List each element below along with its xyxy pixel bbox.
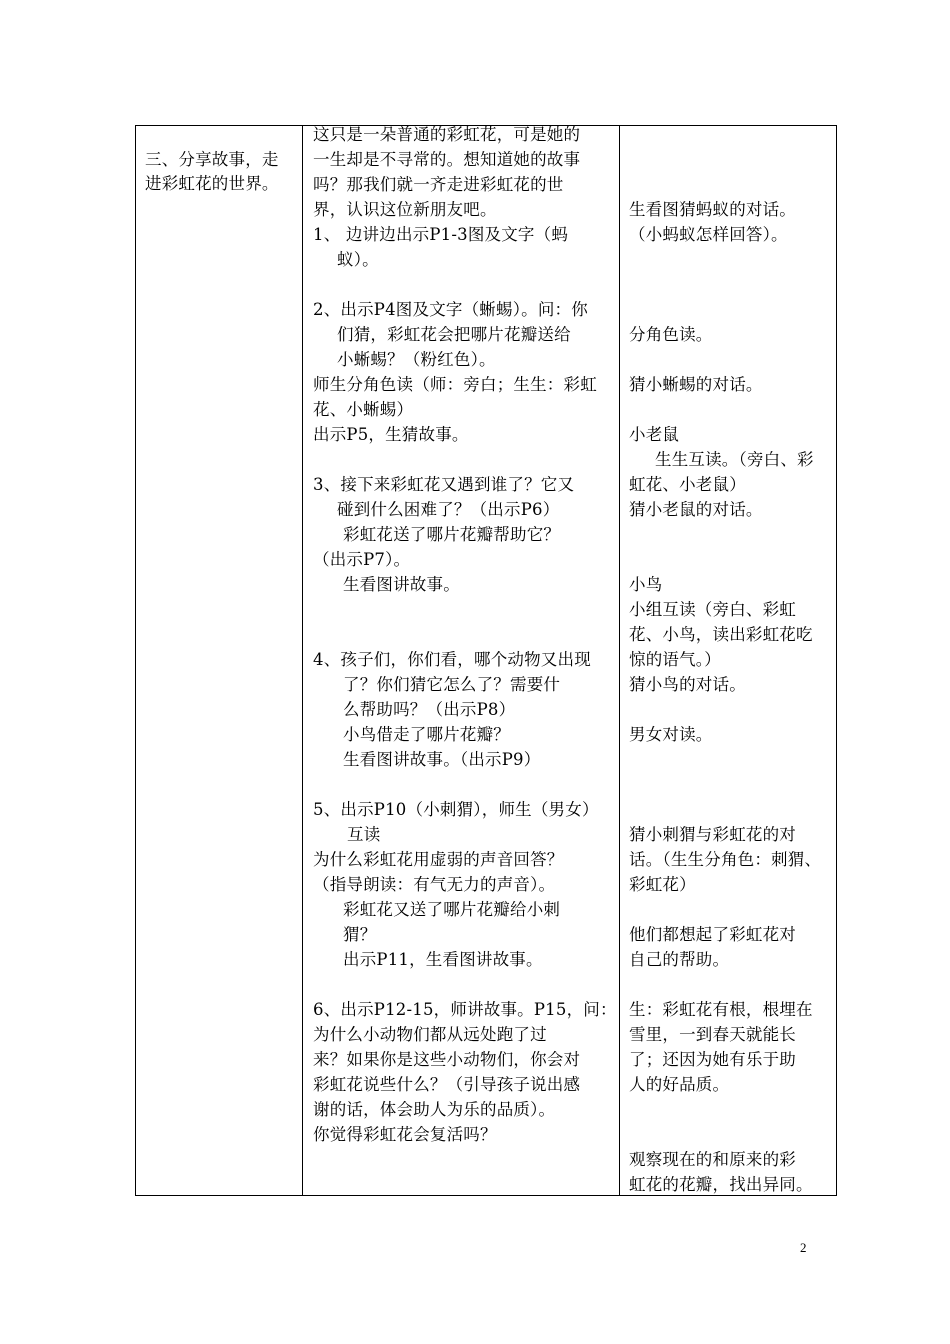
text-line: 蚁）。 [337,250,379,269]
text-line: 彩虹花） [629,875,696,894]
text-line: 3、接下来彩虹花又遇到谁了？它又 [313,475,575,494]
text-line: 自己的帮助。 [629,950,730,969]
text-line: 彩虹花又送了哪片花瓣给小刺 [343,900,561,919]
text-line: 5、出示P10（小刺猬），师生（男女） [313,800,599,819]
text-line: 为什么彩虹花用虚弱的声音回答？ [313,850,564,869]
text-line: 一生却是不寻常的。想知道她的故事 [313,150,581,169]
text-line: 观察现在的和原来的彩 [629,1150,796,1169]
text-line: 碰到什么困难了？（出示P6） [337,500,560,519]
student-activity-cell [620,126,837,1196]
text-line: （小蚂蚁怎样回答）。 [629,225,788,244]
text-line: 你觉得彩虹花会复活吗？ [313,1125,497,1144]
text-line: 猜小刺猬与彩虹花的对 [629,825,796,844]
text-line: 猜小老鼠的对话。 [629,500,763,519]
text-line: 互读 [347,825,381,844]
lesson-plan-table [135,125,837,1196]
text-line: （指导朗读：有气无力的声音）。 [313,875,556,894]
text-line: 这只是一朵普通的彩虹花，可是她的 [313,125,581,144]
text-line: 猬？ [343,925,377,944]
text-line: 分角色读。 [629,325,713,344]
text-line: 男女对读。 [629,725,713,744]
table-row [136,126,837,1196]
text-line: 小鸟借走了哪片花瓣？ [343,725,510,744]
text-line: 花、小蜥蜴） [313,400,414,419]
text-line: 2、出示P4图及文字（蜥蜴）。问：你 [313,300,588,319]
text-line: 小蜥蜴？（粉红色）。 [337,350,496,369]
page-number: 2 [800,1240,807,1255]
text-line: 谢的话，体会助人为乐的品质）。 [313,1100,556,1119]
text-line: 生看图讲故事。（出示P9） [343,750,541,769]
text-line: 么帮助吗？（出示P8） [343,700,516,719]
text-line: 虹花、小老鼠） [629,475,746,494]
text-line: 雪里，一到春天就能长 [629,1025,796,1044]
text-line: 出示P5，生猜故事。 [313,425,469,444]
text-line: 生看图猜蚂蚁的对话。 [629,200,796,219]
text-line: 们猜，彩虹花会把哪片花瓣送给 [337,325,571,344]
text-line: 彩虹花送了哪片花瓣帮助它？ [343,525,561,544]
text-line: 为什么小动物们都从远处跑了过 [313,1025,547,1044]
text-line: 猜小蜥蜴的对话。 [629,375,763,394]
text-line: 4、孩子们，你们看，哪个动物又出现 [313,650,591,669]
stage-cell [136,126,303,1196]
text-line: 人的好品质。 [629,1075,730,1094]
text-line: 6、出示P12-15，师讲故事。P15，问： [313,1000,617,1019]
text-line: 彩虹花说些什么？（引导孩子说出感 [313,1075,581,1094]
text-line: 吗？那我们就一齐走进彩虹花的世 [313,175,564,194]
text-line: 三、分享故事，走 [145,150,279,169]
text-line: 师生分角色读（师：旁白；生生：彩虹 [313,375,597,394]
text-line: 生：彩虹花有根，根埋在 [629,1000,813,1019]
text-line: 了；还因为她有乐于助 [629,1050,796,1069]
text-line: 来？如果你是这些小动物们，你会对 [313,1050,581,1069]
text-line: 生生互读。（旁白、彩 [655,450,814,469]
text-line: 进彩虹花的世界。 [145,174,279,193]
text-line: 虹花的花瓣，找出异同。 [629,1175,813,1194]
teacher-activity-cell [303,126,620,1196]
text-line: 小鸟 [629,575,663,594]
text-line: 话。（生生分角色：刺猬、 [629,850,822,869]
text-line: 1、 边讲边出示P1-3图及文字（蚂 [313,225,569,244]
text-line: 了？你们猜它怎么了？需要什 [343,675,561,694]
text-line: 他们都想起了彩虹花对 [629,925,796,944]
text-line: 界，认识这位新朋友吧。 [313,200,497,219]
text-line: （出示P7）。 [313,550,411,569]
text-line: 小组互读（旁白、彩虹 [629,600,796,619]
text-line: 猜小鸟的对话。 [629,675,746,694]
text-line: 出示P11，生看图讲故事。 [343,950,543,969]
text-line: 惊的语气。） [629,650,721,669]
text-line: 小老鼠 [629,425,680,444]
text-line: 花、小鸟，读出彩虹花吃 [629,625,813,644]
text-line: 生看图讲故事。 [343,575,460,594]
